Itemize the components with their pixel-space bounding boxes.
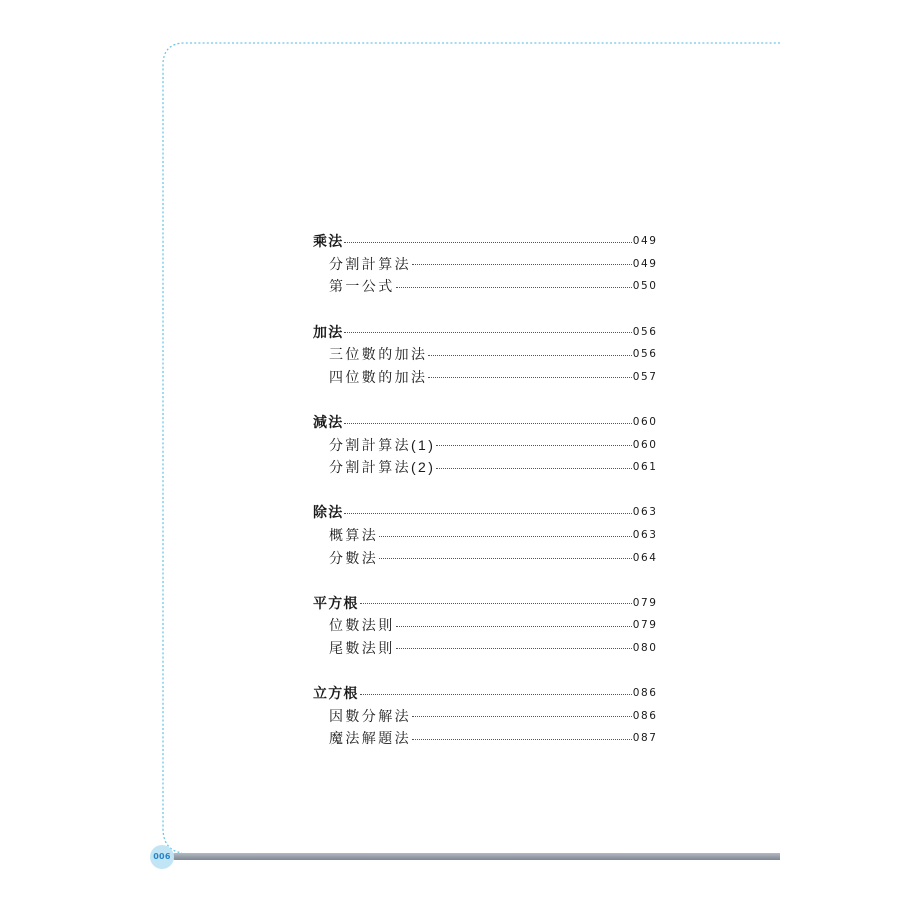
dot-leader [396, 287, 632, 288]
toc-subheading: 因數分解法 [329, 707, 411, 724]
toc-entry[interactable] [313, 456, 656, 479]
toc-subheading: 第一公式 [329, 278, 395, 295]
page-number: 086 [632, 709, 658, 722]
toc-heading: 立方根 [313, 685, 359, 702]
toc-section [313, 501, 656, 569]
dot-leader [344, 423, 631, 424]
page-number: 049 [632, 257, 658, 270]
page-number: 063 [632, 529, 658, 542]
toc-entry[interactable] [313, 592, 656, 615]
toc-heading: 減法 [313, 414, 344, 431]
toc-section [313, 411, 656, 479]
dot-leader [379, 536, 632, 537]
bottom-bar [172, 853, 780, 860]
page-number: 060 [632, 438, 658, 451]
toc-entry[interactable] [313, 682, 656, 705]
dot-leader [379, 558, 632, 559]
page-number: 063 [632, 506, 658, 519]
toc-subheading: 尾數法則 [329, 639, 395, 656]
toc-entry[interactable] [313, 524, 656, 547]
toc-entry[interactable] [313, 433, 656, 456]
dot-leader [412, 739, 632, 740]
toc-entry[interactable] [313, 320, 656, 343]
toc-entry[interactable] [313, 727, 656, 750]
toc-entry[interactable] [313, 501, 656, 524]
toc-subheading: 分數法 [329, 549, 379, 566]
page-number-badge: 006 [150, 845, 174, 869]
toc-entry[interactable] [313, 230, 656, 253]
dot-leader [344, 242, 631, 243]
dot-leader [428, 355, 631, 356]
toc-entry[interactable] [313, 614, 656, 637]
page-number: 049 [632, 235, 658, 248]
page-number: 080 [632, 641, 658, 654]
toc-subheading: 三位數的加法 [329, 346, 428, 363]
dot-leader [360, 603, 632, 604]
page-number: 064 [632, 551, 658, 564]
dot-leader [428, 377, 631, 378]
toc-section [313, 230, 656, 298]
toc-subheading: 四位數的加法 [329, 368, 428, 385]
page-number: 060 [632, 416, 658, 429]
dot-leader [396, 626, 632, 627]
dot-leader [436, 445, 631, 446]
page-number: 079 [632, 619, 658, 632]
toc-subheading: 分割計算法 [329, 255, 411, 272]
dot-leader [436, 468, 631, 469]
page-number: 050 [632, 280, 658, 293]
page-number: 057 [632, 370, 658, 383]
dot-leader [344, 332, 631, 333]
toc-section [313, 320, 656, 388]
page-number: 061 [632, 461, 658, 474]
dot-leader [360, 694, 632, 695]
toc-entry[interactable] [313, 637, 656, 660]
toc-section [313, 682, 656, 750]
toc-subheading: 分割計算法(2) [329, 459, 436, 476]
toc-subheading: 魔法解題法 [329, 730, 411, 747]
toc-entry[interactable] [313, 704, 656, 727]
toc-subheading: 分割計算法(1) [329, 436, 436, 453]
page-number: 087 [632, 732, 658, 745]
toc-entry[interactable] [313, 275, 656, 298]
page-number: 079 [632, 596, 658, 609]
toc-section [313, 592, 656, 660]
toc-heading: 乘法 [313, 233, 344, 250]
dot-leader [344, 513, 631, 514]
toc-heading: 平方根 [313, 594, 359, 611]
toc-heading: 加法 [313, 323, 344, 340]
toc-heading: 除法 [313, 504, 344, 521]
toc-entry[interactable] [313, 411, 656, 434]
page-number: 086 [632, 687, 658, 700]
dot-leader [396, 648, 632, 649]
toc-entry[interactable] [313, 253, 656, 276]
toc-entry[interactable] [313, 546, 656, 569]
table-of-contents [313, 230, 656, 772]
toc-entry[interactable] [313, 366, 656, 389]
dot-leader [412, 716, 632, 717]
dot-leader [412, 264, 632, 265]
page-number: 056 [632, 348, 658, 361]
page-number: 056 [632, 325, 658, 338]
toc-entry[interactable] [313, 343, 656, 366]
toc-subheading: 位數法則 [329, 617, 395, 634]
toc-subheading: 概算法 [329, 527, 379, 544]
